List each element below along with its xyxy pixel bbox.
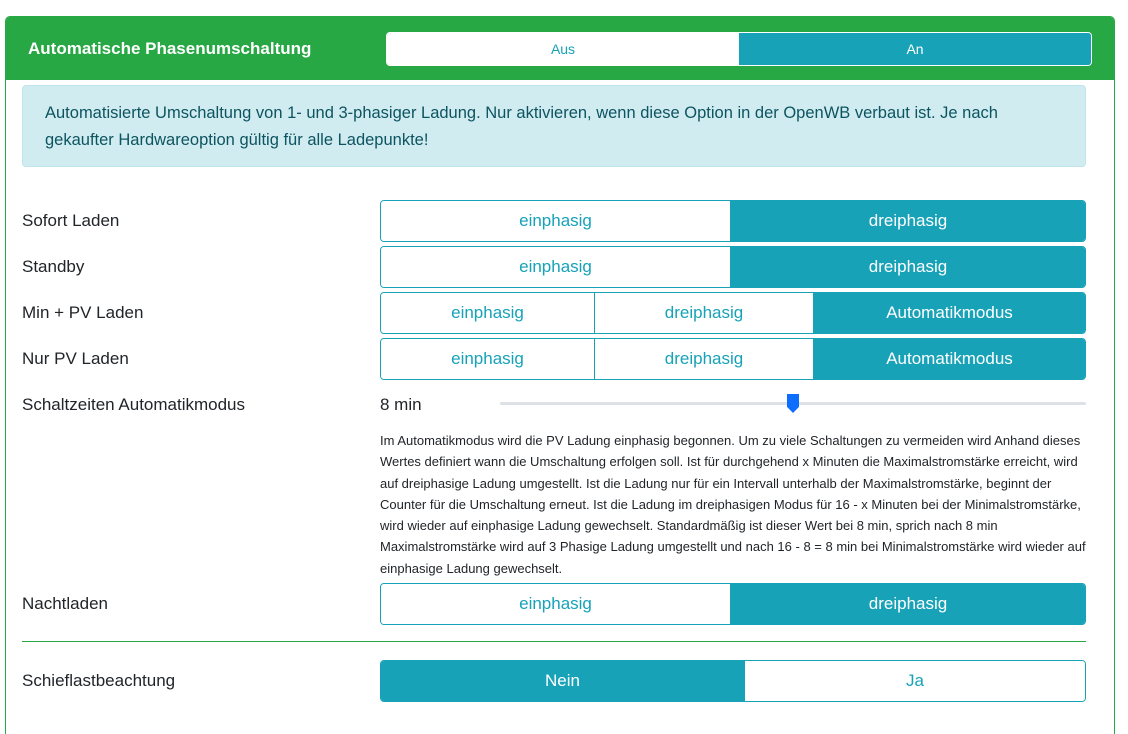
schaltzeiten-help-text: Im Automatikmodus wird die PV Ladung einphasig begonnen. Um zu viele Schaltungen zu vermeiden wird Anhand dieses Wertes definiert wann die Umschaltung erfolgen soll. Ist für durchgehend x Minuten die Maximalstromstärke erreicht, wird auf dreiphasige Ladung umgestellt. Ist die Ladung nur für ein Intervall unterhalb der Maximalstromstärke, beginnt der Counter für die Umschaltung erneut. Ist die Ladung im dreiphasigen Modus für 16 - x Minuten bei der Minimalstromstärke, wird wieder auf einphasige Ladung gewechselt. Standardmäßig ist dieser Wert bei 8 min, sprich nach 8 min Maximalstromstärke wird auf 3 Phasige Ladung umgestellt und nach 16 - 8 = 8 min bei Minimalstromstärke wird wieder auf einphasige Ladung gewechselt. — [380, 433, 1086, 576]
minpv-einphasig-button[interactable]: einphasig — [381, 293, 594, 333]
standby-group — [380, 246, 1086, 288]
nur-pv-laden-group — [380, 338, 1086, 380]
standby-einphasig-button[interactable]: einphasig — [381, 247, 730, 287]
schieflast-group — [380, 660, 1086, 702]
min-pv-laden-group — [380, 292, 1086, 334]
nur-pv-laden-label: Nur PV Laden — [22, 349, 129, 368]
min-pv-laden-label: Min + PV Laden — [22, 303, 144, 322]
nacht-einphasig-button[interactable]: einphasig — [381, 584, 730, 624]
section-divider — [22, 641, 1086, 642]
minpv-automatikmodus-button[interactable]: Automatikmodus — [813, 293, 1085, 333]
schieflast-label: Schieflastbeachtung — [22, 671, 176, 690]
toggle-an-button[interactable]: An — [739, 33, 1091, 65]
phasenumschaltung-toggle — [386, 32, 1092, 66]
nacht-dreiphasig-button[interactable]: dreiphasig — [730, 584, 1085, 624]
nurpv-automatikmodus-button[interactable]: Automatikmodus — [813, 339, 1085, 379]
schaltzeiten-value: 8 min — [380, 395, 422, 414]
sofort-laden-group — [380, 200, 1086, 242]
schaltzeiten-label: Schaltzeiten Automatikmodus — [22, 395, 246, 414]
nachtladen-group — [380, 583, 1086, 625]
minpv-dreiphasig-button[interactable]: dreiphasig — [594, 293, 813, 333]
card-title: Automatische Phasenumschaltung — [28, 39, 312, 58]
sofort-einphasig-button[interactable]: einphasig — [381, 201, 730, 241]
info-alert: Automatisierte Umschaltung von 1- und 3-phasiger Ladung. Nur aktivieren, wenn diese Option in der OpenWB verbaut ist. Je nach gekaufter Hardwareoption gültig für alle Ladepunkte! — [22, 85, 1086, 167]
toggle-aus-button[interactable]: Aus — [387, 33, 739, 65]
sofort-dreiphasig-button[interactable]: dreiphasig — [730, 201, 1085, 241]
nurpv-einphasig-button[interactable]: einphasig — [381, 339, 594, 379]
schieflast-nein-button[interactable]: Nein — [381, 661, 744, 701]
nachtladen-label: Nachtladen — [22, 594, 109, 613]
nurpv-dreiphasig-button[interactable]: dreiphasig — [594, 339, 813, 379]
standby-label: Standby — [22, 257, 85, 276]
card-header — [6, 17, 1114, 80]
sofort-laden-label: Sofort Laden — [22, 211, 120, 230]
schieflast-ja-button[interactable]: Ja — [744, 661, 1085, 701]
standby-dreiphasig-button[interactable]: dreiphasig — [730, 247, 1085, 287]
